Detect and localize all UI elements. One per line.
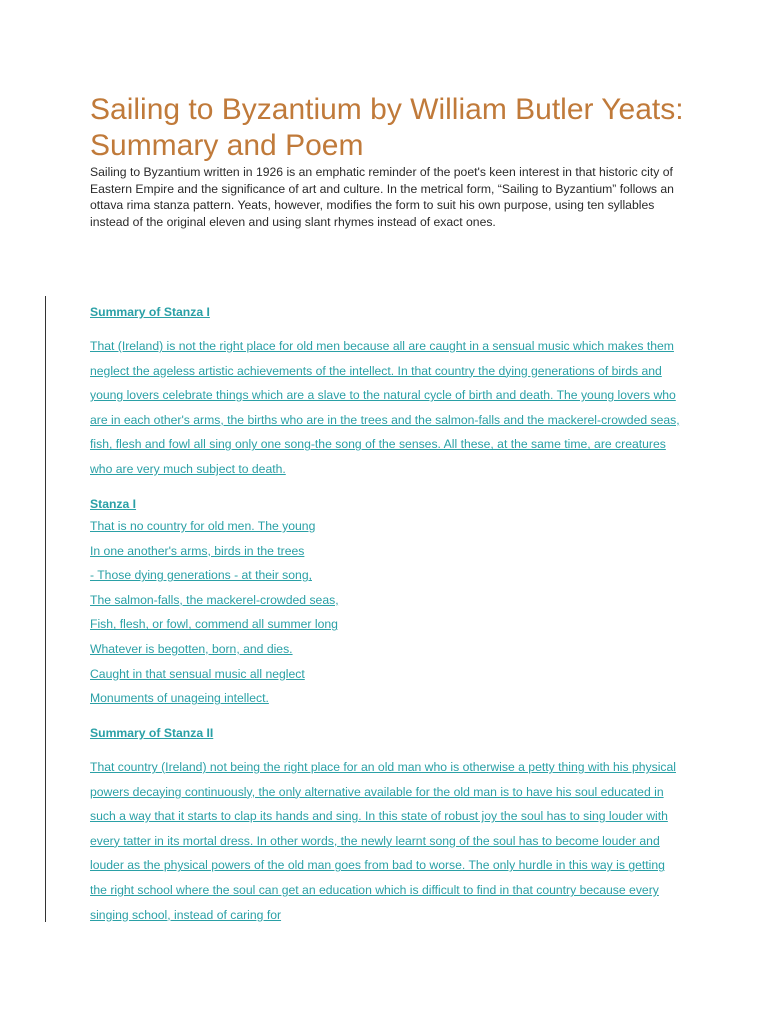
summary-stanza-1-text[interactable]: That (Ireland) is not the right place for old men because all are caught in a sensual music which makes them neglect the ageless artistic achievements of the intellect. In that country the dying generations of birds and young lovers celebrate things which are a slave to the natural cycle of birth and death. The young lovers who are in each other's arms, the births who are in the trees and the salmon-falls and the mackerel-crowded seas, fish, flesh and fowl all sing only one song-the song of the senses. All these, at the same time, are creatures who are very much subject to death. xyxy=(90,339,680,476)
poem-line[interactable]: Fish, flesh, or fowl, commend all summer long xyxy=(90,617,338,632)
margin-rule xyxy=(45,296,46,922)
poem-line[interactable]: Caught in that sensual music all neglect xyxy=(90,666,305,681)
article-title: Sailing to Byzantium by William Butler Yeats: Summary and Poem xyxy=(90,93,684,162)
poem-line[interactable]: - Those dying generations - at their song, xyxy=(90,568,312,583)
stanza-1-lines xyxy=(90,514,339,711)
article-intro: Sailing to Byzantium written in 1926 is an emphatic reminder of the poet's keen interest in that historic city of Eastern Empire and the significance of art and culture. In the metrical form, “Sailing to Byzantium” follows an ottava rima stanza pattern. Yeats, however, modifies the form to suit his own purpose, using ten syllables instead of the original eleven and using slant rhymes instead of exact ones. xyxy=(90,165,674,229)
poem-line[interactable]: In one another's arms, birds in the trees xyxy=(90,543,305,558)
poem-line[interactable]: Whatever is begotten, born, and dies. xyxy=(90,641,293,656)
stanza-1-heading[interactable]: Stanza I xyxy=(90,497,137,511)
summary-stanza-2-text[interactable]: That country (Ireland) not being the right place for an old man who is otherwise a petty thing with his physical powers decaying continuously, the only alternative available for the old man is to have his soul educated in such a way that it starts to clap its hands and sing. In this state of robust joy the soul has to sing louder with every tatter in its mortal dress. In other words, the newly learnt song of the soul has to become louder and louder as the physical powers of the old man goes from bad to worse. The only hurdle in this way is getting the right school where the soul can get an education which is difficult to find in that country because every singing school, instead of caring for xyxy=(90,760,676,922)
poem-line[interactable]: That is no country for old men. The young xyxy=(90,519,316,533)
poem-line[interactable]: Monuments of unageing intellect. xyxy=(90,691,269,706)
summary-stanza-2-heading[interactable]: Summary of Stanza II xyxy=(90,726,214,740)
poem-line[interactable]: The salmon-falls, the mackerel-crowded seas, xyxy=(90,592,339,607)
summary-stanza-1-heading[interactable]: Summary of Stanza I xyxy=(90,305,210,319)
